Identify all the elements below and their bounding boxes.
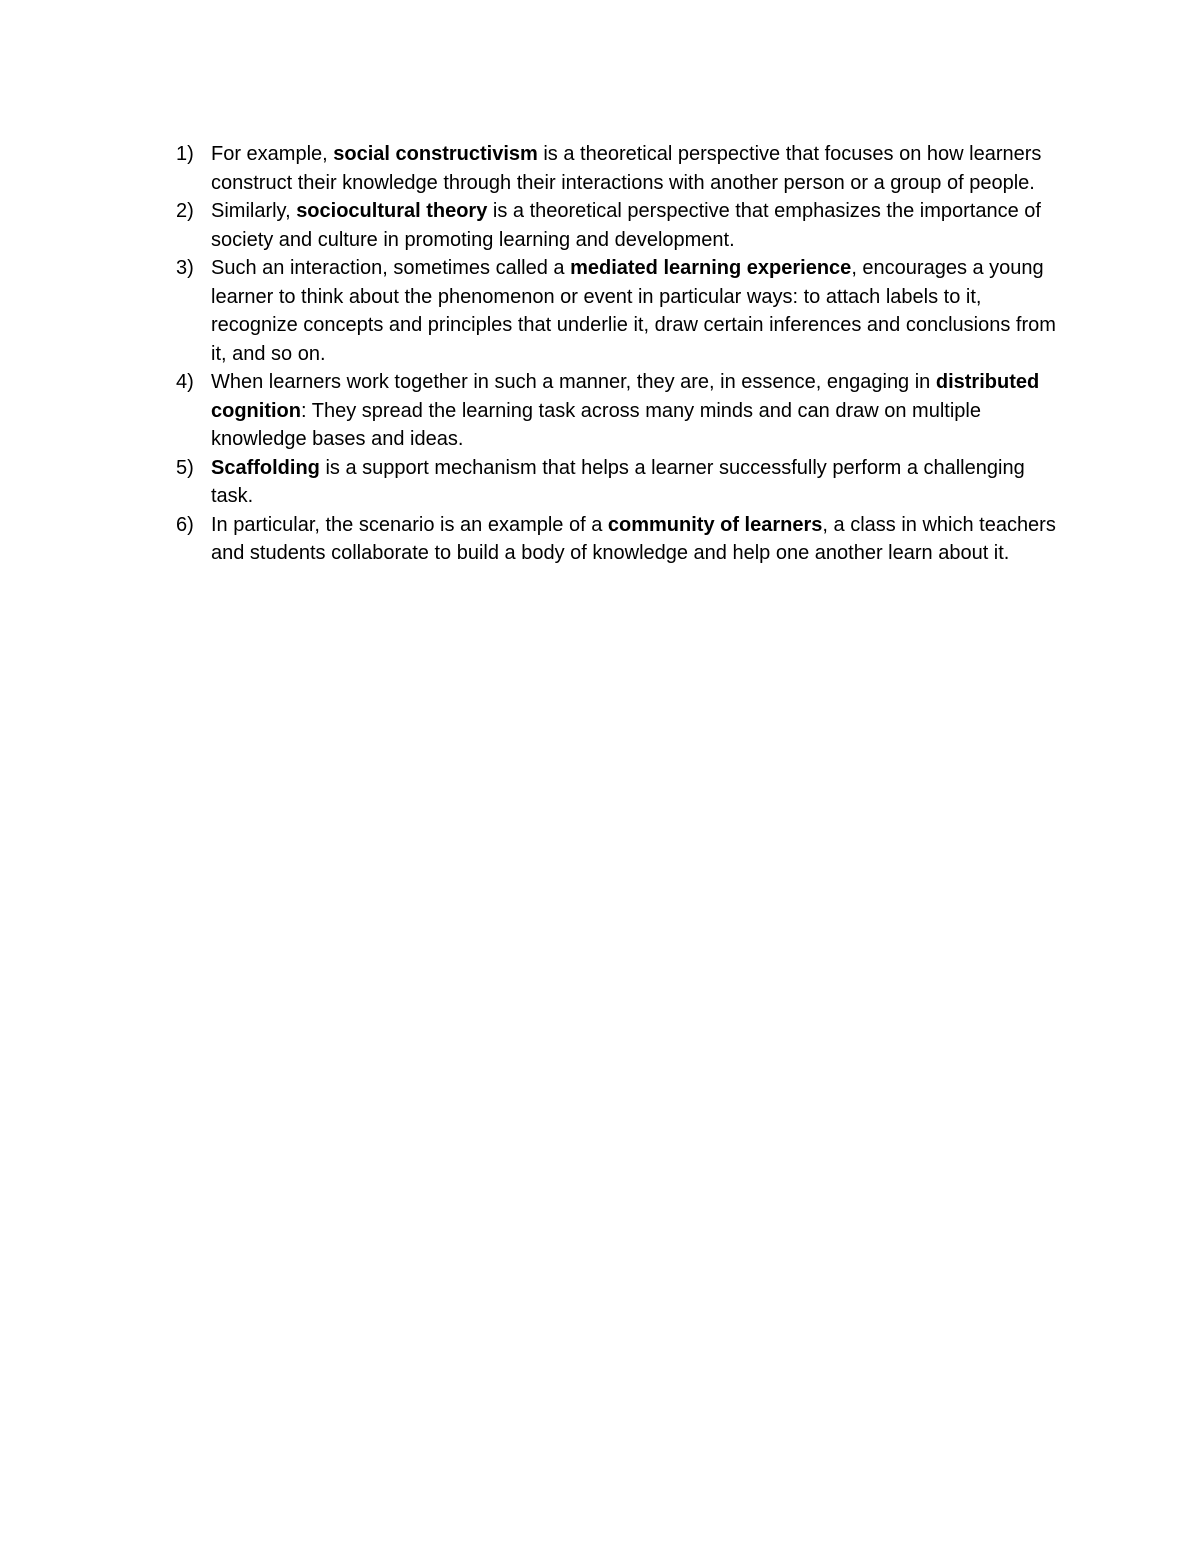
item-number: 2) (176, 200, 194, 222)
item-text (211, 454, 1066, 511)
item-text (211, 511, 1066, 568)
item-text-segment: When learners work together in such a manner, they are, in essence, engaging in (211, 371, 936, 393)
list-item (176, 140, 1066, 197)
item-text-segment: Such an interaction, sometimes called a (211, 257, 571, 279)
item-number: 5) (176, 456, 194, 479)
list-item (176, 454, 1066, 511)
list-item (176, 197, 1066, 254)
item-text-segment: For example, (211, 143, 334, 165)
item-text-segment: is a support mechanism that helps a learner successfully perform a challenging task. (211, 456, 1025, 507)
item-text-segment: , a class in which teachers and students collaborate to build a body of knowledge and help one another learn about it. (211, 513, 1056, 564)
numbered-list (176, 140, 1066, 568)
list-item (176, 511, 1066, 568)
item-text (211, 197, 1066, 254)
item-text-segment: is a theoretical perspective that emphasizes the importance of society and culture in promoting learning and development. (211, 200, 1041, 251)
key-term: social constructivism (333, 143, 538, 165)
item-text-segment: is a theoretical perspective that focuses on how learners construct their knowledge through their interactions with another person or a group of people. (211, 143, 1042, 194)
item-text-segment: : They spread the learning task across many minds and can draw on multiple knowledge bases and ideas. (211, 399, 981, 450)
item-text-segment: Similarly, (211, 200, 297, 222)
item-text (211, 368, 1066, 454)
key-term: community of learners (607, 513, 823, 536)
key-term: sociocultural theory (296, 200, 488, 222)
item-number: 6) (176, 513, 194, 536)
item-text-segment: In particular, the scenario is an example of a (211, 513, 608, 536)
item-number: 1) (176, 143, 194, 165)
item-text-segment: , encourages a young learner to think about the phenomenon or event in particular ways: to attach labels to it, recognize concepts and principles that underlie it, draw certain inferences and conclusions from it, and so on. (211, 257, 1056, 365)
key-term: mediated learning experience (570, 257, 852, 279)
key-term: distributed cognition (211, 371, 1040, 422)
list-item (176, 254, 1066, 368)
item-number: 3) (176, 257, 194, 279)
list-item (176, 368, 1066, 454)
item-text (211, 140, 1066, 197)
key-term: Scaffolding (211, 456, 320, 479)
item-text (211, 254, 1066, 368)
item-number: 4) (176, 371, 194, 393)
